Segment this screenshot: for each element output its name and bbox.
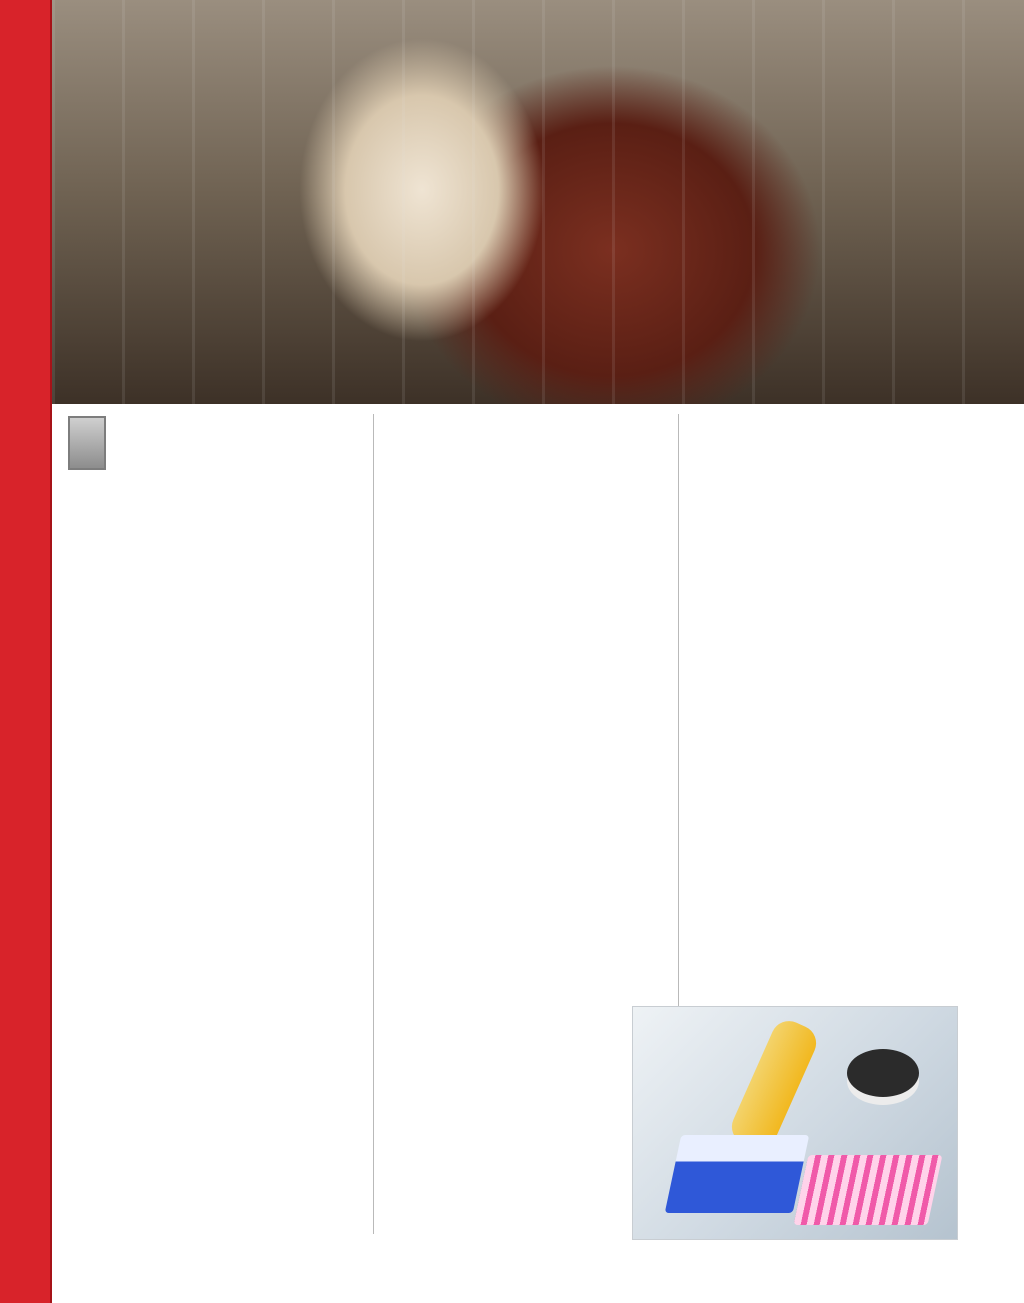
tube-rack-pink [794, 1155, 943, 1225]
drop-cap [68, 416, 106, 470]
hero-fence-rails [52, 0, 1024, 404]
lab-device-shape [847, 1049, 919, 1097]
section-band [0, 0, 52, 1303]
article-column-1 [68, 414, 346, 1234]
tube-rack-blue [665, 1135, 810, 1213]
pipette-shape [726, 1015, 822, 1154]
lab-photo [632, 1006, 958, 1240]
article-column-2 [373, 414, 652, 1234]
hero-photo-cattle [52, 0, 1024, 404]
